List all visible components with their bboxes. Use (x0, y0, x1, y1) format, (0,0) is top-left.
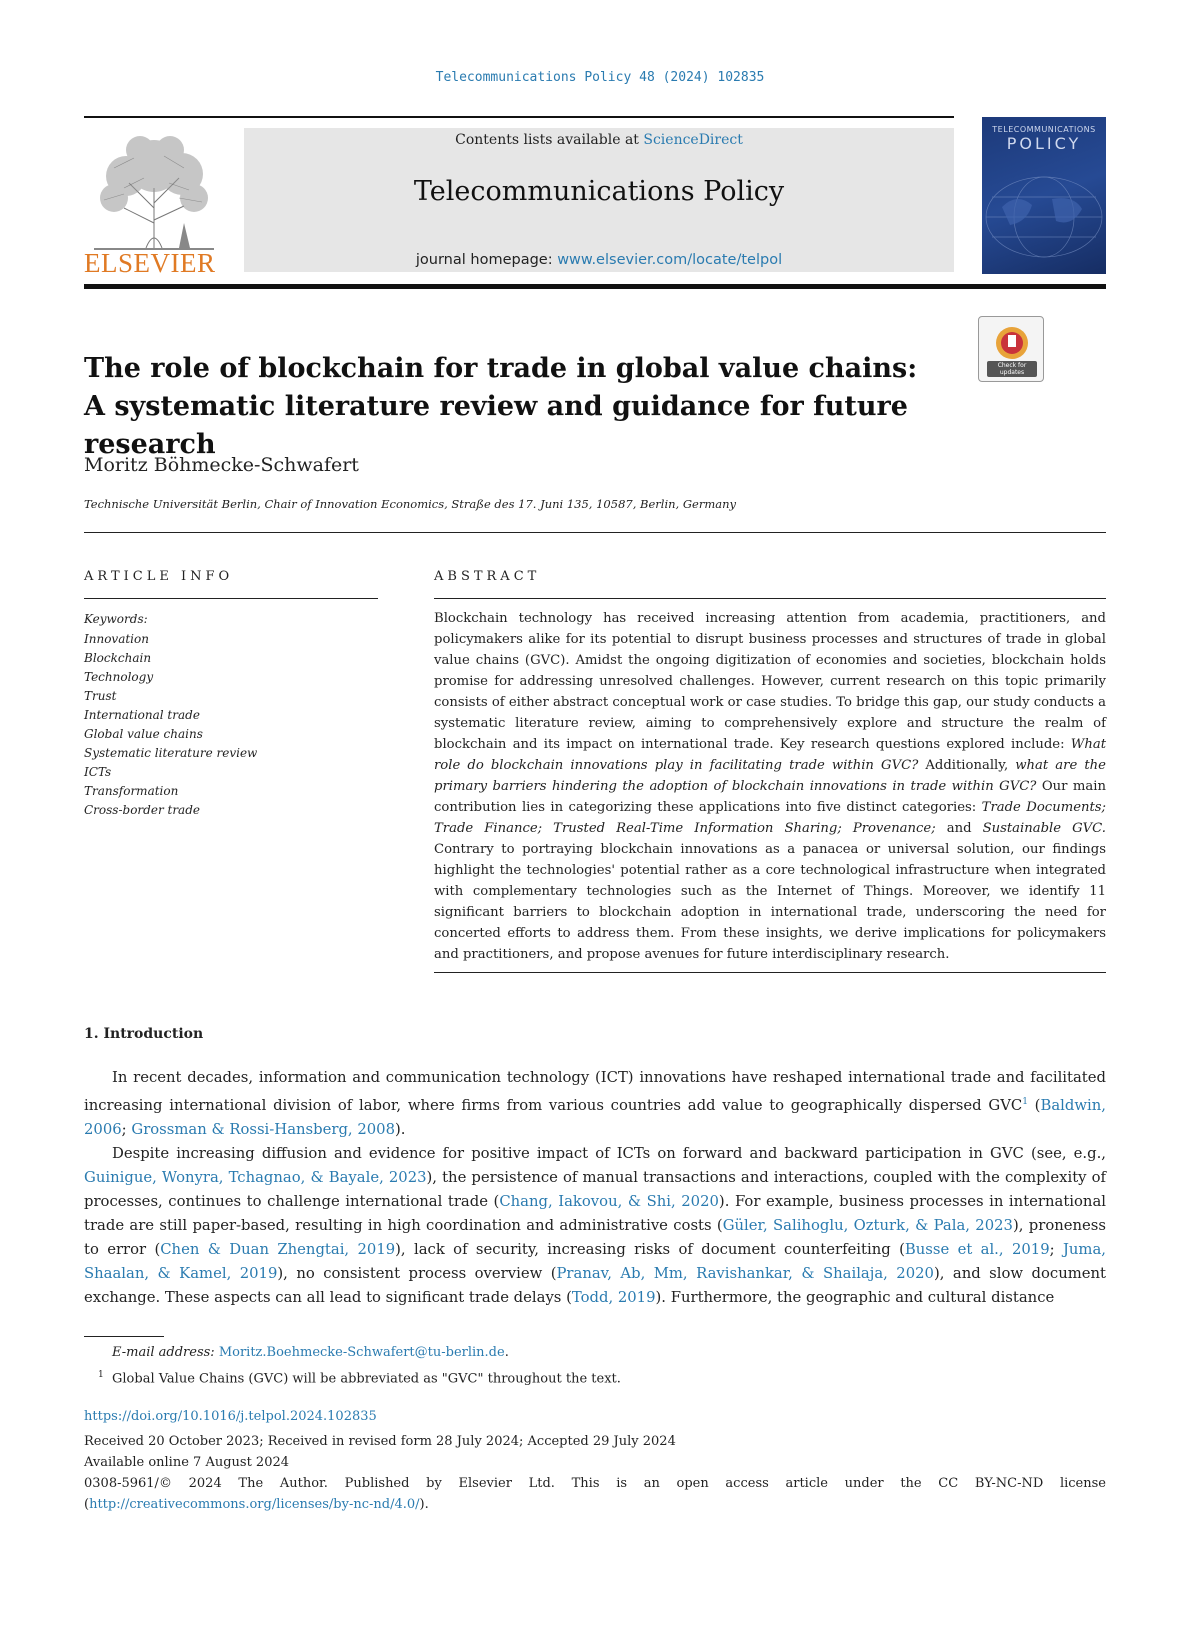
received-dates: Received 20 October 2023; Received in revised form 28 July 2024; Accepted 29 July 2024 (84, 1434, 676, 1449)
keyword-item: Global value chains (84, 727, 203, 741)
abstract-heading: ABSTRACT (434, 569, 541, 584)
keyword-item: Blockchain (84, 651, 152, 665)
intro-paragraph-2 (84, 1142, 1106, 1310)
intro-text: ). For example, business processes in international trade are still paper-based, resulting in high coordination and administrative costs ( (84, 1192, 1106, 1234)
keywords-list (84, 630, 257, 820)
header-divider (84, 532, 1106, 533)
available-online: Available online 7 August 2024 (84, 1455, 290, 1470)
citation-link[interactable]: Chang, Iakovou, & Shi, 2020 (499, 1192, 719, 1210)
elsevier-wordmark: ELSEVIER (84, 248, 216, 278)
sciencedirect-link[interactable]: ScienceDirect (643, 132, 743, 148)
citation-link[interactable]: Guinigue, Wonyra, Tchagnao, & Bayale, 2023 (84, 1168, 427, 1186)
intro-text: ). Furthermore, the geographic and cultural distance (655, 1288, 1055, 1306)
cover-big-text: POLICY (1006, 134, 1082, 153)
citation-link[interactable]: Chen & Duan Zhengtai, 2019 (160, 1240, 396, 1258)
license-statement: 0308-5961/© 2024 The Author. Published by Elsevier Ltd. This is an open access article under the CC BY-NC-ND license (84, 1476, 1106, 1491)
abstract-categories: Trade Documents; Trade Finance; Trusted Real-Time Information Sharing; Provenance; (434, 800, 1107, 836)
intro-text: ; (121, 1120, 132, 1138)
publication-info (84, 1406, 1106, 1515)
keyword-item: Trust (84, 689, 117, 703)
license-paren: ( (84, 1497, 90, 1512)
keyword-item: Innovation (84, 632, 149, 646)
contents-prefix: Contents lists available at (455, 132, 644, 148)
journal-cover (982, 117, 1106, 274)
contents-line (244, 132, 954, 148)
masthead-rule-top (84, 116, 954, 118)
citation-link[interactable]: Güler, Salihoglu, Ozturk, & Pala, 2023 (722, 1216, 1013, 1234)
author-name: Moritz Böhmecke-Schwafert (84, 454, 359, 476)
citation-link[interactable]: Busse et al., 2019 (904, 1240, 1050, 1258)
homepage-prefix: journal homepage: (415, 252, 558, 268)
intro-text: Despite increasing diffusion and evidence for positive impact of ICTs on forward and backward participation in GVC (see, e.g., (112, 1144, 1106, 1162)
intro-text: ), proneness to error ( (84, 1216, 1106, 1258)
intro-text: ), the persistence of manual transactions and interactions, coupled with the complexity of processes, continues to challenge international trade ( (84, 1168, 1106, 1210)
running-head[interactable]: Telecommunications Policy 48 (2024) 102835 (435, 70, 765, 85)
crossmark-label: Check for updates (997, 362, 1027, 376)
abstract-part: and (935, 821, 983, 836)
author-email-link[interactable]: Moritz.Boehmecke-Schwafert@tu-berlin.de (218, 1345, 505, 1360)
footnotes (84, 1342, 1106, 1390)
keywords-label: Keywords: (84, 612, 148, 626)
article-title: The role of blockchain for trade in global value chains: A systematic literature review and guidance for future research (84, 353, 918, 460)
footnote-number: 1 (98, 1370, 104, 1380)
intro-text: ), lack of security, increasing risks of document counterfeiting ( (395, 1240, 905, 1258)
intro-text: ( (1027, 1096, 1041, 1114)
article-info-heading: ARTICLE INFO (84, 569, 234, 584)
citation-link[interactable]: Grossman & Rossi-Hansberg, 2008 (131, 1120, 395, 1138)
abstract-part: Our main contribution lies in categorizing these applications into five distinct categories: (434, 779, 1106, 815)
email-label: E-mail address: (112, 1345, 215, 1360)
intro-text: ), and slow document exchange. These aspects can all lead to significant trade delays ( (84, 1264, 1106, 1306)
license-link-line (84, 1494, 1106, 1515)
citation-link[interactable]: Juma, Shaalan, & Kamel, 2019 (84, 1240, 1106, 1282)
abstract-part: Blockchain technology has received increasing attention from academia, practitioners, and policymakers alike for its potential to disrupt business processes and structures of trade in global value chains (GVC). Amidst the ongoing digitization of economies and societies, blockchain holds promise for addressing unresolved challenges. However, current research on this topic primarily consists of either abstract conceptual work or case studies. To bridge this gap, our study conducts a systematic literature review, aiming to comprehensively explore and structure the realm of blockchain and its impact on international trade. Key research questions explored include: (434, 611, 1106, 752)
doi-link[interactable]: https://doi.org/10.1016/j.telpol.2024.102835 (84, 1409, 377, 1424)
abstract-categories: Sustainable GVC. (982, 821, 1106, 836)
keyword-item: ICTs (84, 765, 112, 779)
abstract-text (434, 608, 1106, 965)
journal-homepage-link[interactable]: www.elsevier.com/locate/telpol (557, 252, 783, 268)
abstract-bottom-rule (434, 972, 1106, 973)
article-info-rule (84, 598, 378, 599)
journal-title: Telecommunications Policy (413, 176, 785, 207)
keyword-item: Cross-border trade (84, 803, 200, 817)
cover-globe-graphic (982, 117, 1106, 274)
intro-text: In recent decades, information and communication technology (ICT) innovations have reshaped international trade and facilitated increasing international division of labor, where firms from various countries add value to geographically dispersed GVC (84, 1069, 1106, 1114)
keyword-item: Systematic literature review (84, 746, 258, 760)
section-heading-introduction: 1. Introduction (84, 1026, 204, 1042)
intro-text: ). (394, 1120, 406, 1138)
abstract-part: Additionally, (918, 758, 1016, 773)
abstract-rule (434, 598, 1106, 599)
cover-small-text: TELECOMMUNICATIONS (992, 125, 1096, 134)
keyword-item: International trade (84, 708, 200, 722)
abstract-question: what are the primary barriers hindering the adoption of blockchain innovations in trade within GVC? (434, 758, 1106, 794)
footnote-text: Global Value Chains (GVC) will be abbreviated as "GVC" throughout the text. (112, 1371, 621, 1387)
footnote-ref-1[interactable]: 1 (1022, 1097, 1028, 1107)
abstract-part: Contrary to portraying blockchain innovations as a panacea or universal solution, our findings highlight the technologies' potential rather as a core technological infrastructure when integrated with complementary technologies such as the Internet of Things. Moreover, we identify 11 significant barriers to blockchain adoption in international trade, underscoring the need for concerted efforts to address them. From these insights, we derive implications for policymakers and practitioners, and propose avenues for future interdisciplinary research. (434, 842, 1106, 962)
citation-link[interactable]: Todd, 2019 (571, 1288, 656, 1306)
license-paren: ). (419, 1497, 429, 1512)
keyword-item: Transformation (84, 784, 179, 798)
homepage-line (244, 252, 954, 268)
footnote-1 (84, 1364, 1106, 1390)
intro-paragraph-1 (84, 1066, 1106, 1142)
abstract-question: What role do blockchain innovations play in facilitating trade within GVC? (434, 737, 1106, 773)
license-link[interactable]: http://creativecommons.org/licenses/by-nc-nd/4.0/ (89, 1497, 420, 1512)
author-affiliation: Technische Universität Berlin, Chair of Innovation Economics, Straße des 17. Juni 135, 10587, Berlin, Germany (84, 497, 736, 511)
keyword-item: Technology (84, 670, 154, 684)
check-for-updates-badge[interactable] (978, 316, 1044, 382)
footnote-rule (84, 1336, 164, 1337)
introduction-body (84, 1066, 1106, 1310)
intro-text: ; (1049, 1240, 1063, 1258)
citation-link[interactable]: Pranav, Ab, Mm, Ravishankar, & Shailaja, 2020 (556, 1264, 934, 1282)
masthead-rule-bottom (84, 284, 1106, 289)
intro-text: ), no consistent process overview ( (277, 1264, 557, 1282)
email-footnote: E-mail address: Moritz.Boehmecke-Schwafert@tu-berlin.de. (112, 1345, 509, 1360)
citation-link[interactable]: Baldwin, 2006 (84, 1096, 1106, 1138)
